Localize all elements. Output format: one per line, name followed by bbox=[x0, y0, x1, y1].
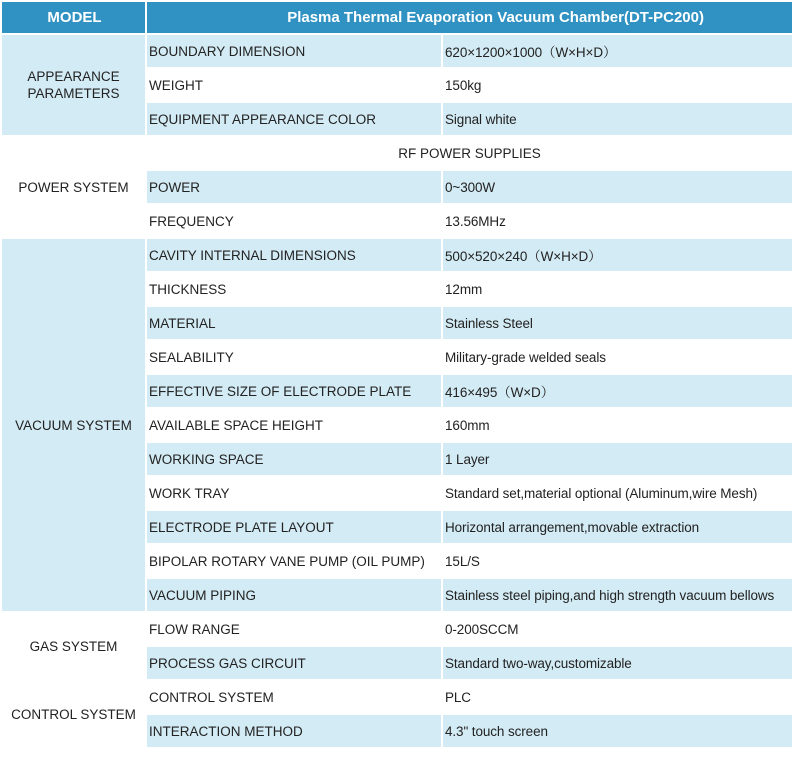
category-control: CONTROL SYSTEM bbox=[1, 680, 146, 748]
row-label: INTERACTION METHOD bbox=[146, 714, 442, 748]
row-label: MATERIAL bbox=[146, 306, 442, 340]
row-label: AVAILABLE SPACE HEIGHT bbox=[146, 408, 442, 442]
row-value: 4.3" touch screen bbox=[442, 714, 792, 748]
row-value: 620×1200×1000（W×H×D） bbox=[442, 34, 792, 68]
model-label: MODEL bbox=[1, 1, 146, 34]
table-row bbox=[1, 680, 792, 714]
row-label: BOUNDARY DIMENSION bbox=[146, 34, 442, 68]
row-value: PLC bbox=[442, 680, 792, 714]
row-label: WORK TRAY bbox=[146, 476, 442, 510]
subheader-rf-power: RF POWER SUPPLIES bbox=[146, 136, 792, 170]
row-value: Signal white bbox=[442, 102, 792, 136]
row-label: SEALABILITY bbox=[146, 340, 442, 374]
row-value: Military-grade welded seals bbox=[442, 340, 792, 374]
row-value: Standard two-way,customizable bbox=[442, 646, 792, 680]
row-value: 0-200SCCM bbox=[442, 612, 792, 646]
row-value: Stainless steel piping,and high strength vacuum bellows bbox=[442, 578, 792, 612]
row-label: WORKING SPACE bbox=[146, 442, 442, 476]
product-title: Plasma Thermal Evaporation Vacuum Chamber(DT-PC200) bbox=[146, 1, 792, 34]
row-value: 500×520×240（W×H×D） bbox=[442, 238, 792, 272]
table-row bbox=[1, 136, 792, 170]
row-value: 13.56MHz bbox=[442, 204, 792, 238]
row-value: 12mm bbox=[442, 272, 792, 306]
row-label: BIPOLAR ROTARY VANE PUMP (OIL PUMP) bbox=[146, 544, 442, 578]
table-header-row bbox=[1, 1, 792, 34]
row-value: 0~300W bbox=[442, 170, 792, 204]
row-label: EQUIPMENT APPEARANCE COLOR bbox=[146, 102, 442, 136]
row-label: VACUUM PIPING bbox=[146, 578, 442, 612]
table-row bbox=[1, 34, 792, 68]
row-label: FREQUENCY bbox=[146, 204, 442, 238]
category-appearance: APPEARANCE PARAMETERS bbox=[1, 34, 146, 136]
row-label: EFFECTIVE SIZE OF ELECTRODE PLATE bbox=[146, 374, 442, 408]
table-row bbox=[1, 612, 792, 646]
row-label: THICKNESS bbox=[146, 272, 442, 306]
row-value: Stainless Steel bbox=[442, 306, 792, 340]
row-label: ELECTRODE PLATE LAYOUT bbox=[146, 510, 442, 544]
category-power: POWER SYSTEM bbox=[1, 136, 146, 238]
row-value: 1 Layer bbox=[442, 442, 792, 476]
table-row bbox=[1, 238, 792, 272]
row-value: 150kg bbox=[442, 68, 792, 102]
row-label: FLOW RANGE bbox=[146, 612, 442, 646]
category-vacuum: VACUUM SYSTEM bbox=[1, 238, 146, 612]
row-value: 15L/S bbox=[442, 544, 792, 578]
row-value: 160mm bbox=[442, 408, 792, 442]
row-label: CONTROL SYSTEM bbox=[146, 680, 442, 714]
row-label: PROCESS GAS CIRCUIT bbox=[146, 646, 442, 680]
row-value: Horizontal arrangement,movable extraction bbox=[442, 510, 792, 544]
row-value: 416×495（W×D） bbox=[442, 374, 792, 408]
row-label: CAVITY INTERNAL DIMENSIONS bbox=[146, 238, 442, 272]
row-label: POWER bbox=[146, 170, 442, 204]
category-gas: GAS SYSTEM bbox=[1, 612, 146, 680]
row-label: WEIGHT bbox=[146, 68, 442, 102]
row-value: Standard set,material optional (Aluminum,wire Mesh) bbox=[442, 476, 792, 510]
